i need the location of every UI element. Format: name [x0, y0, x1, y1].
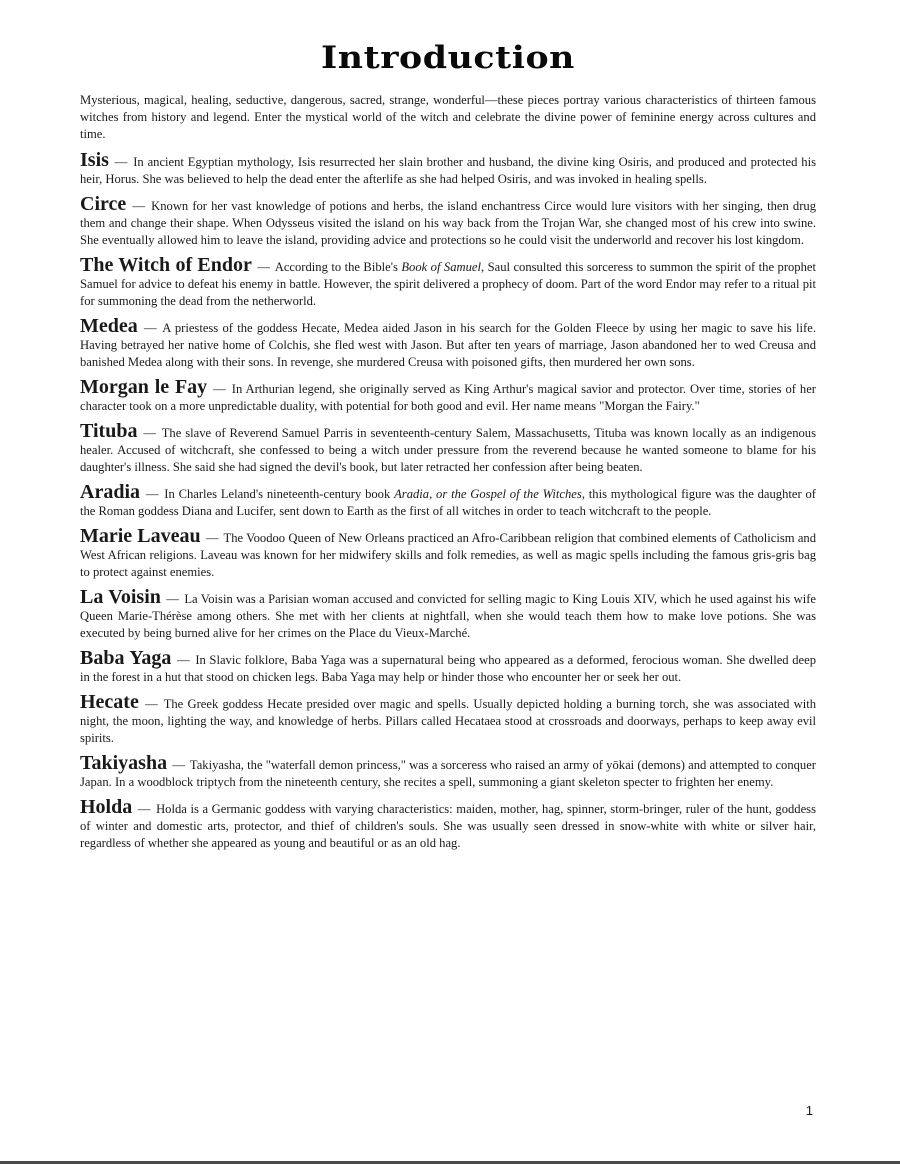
entry-baba-yaga: [80, 647, 816, 686]
entry-name: Takiyasha: [80, 752, 168, 774]
page-title: Introduction: [321, 40, 575, 76]
entry-text: Holda is a Germanic goddess with varying characteristics: maiden, mother, hag, spinner, storm-bringer, ruler of the hunt, goddess of winter and domestic arts, protector, and thief of children's souls. She was usually seen dressed in snow-white with white or silver hair, regardless of whether she appeared as young and beautiful or as an old hag.: [80, 802, 816, 850]
entry-name: Isis: [80, 149, 109, 171]
entry-medea: [80, 315, 816, 371]
entry-name: The Witch of Endor: [80, 254, 252, 276]
entry-text: The Greek goddess Hecate presided over magic and spells. Usually depicted holding a burning torch, she was associated with night, the moon, lighting the way, and knowledge of herbs. Pillars called Hecataea stood at crossroads and doorways, perhaps to keep away evil spirits.: [80, 697, 816, 745]
entry-name: Marie Laveau: [80, 525, 201, 547]
entry-text: The Voodoo Queen of New Orleans practiced an Afro-Caribbean religion that combined elements of Catholicism and West African religions. Laveau was known for her midwifery skills and folk remedies, as well as magic spells including the famous gris-gris bag to protect against enemies.: [80, 531, 817, 579]
entry-holda: [80, 796, 816, 852]
entry-aradia: [80, 481, 816, 520]
entry-name: Morgan le Fay: [80, 376, 208, 398]
entry-marie-laveau: [80, 525, 817, 581]
entry-text: The slave of Reverend Samuel Parris in seventeenth-century Salem, Massachusetts, Tituba was known locally as an indigenous healer. Accused of witchcraft, she confessed to being a witch under pressure from the reverend because he wanted someone to blame for his daughter's illness. She said she had signed the devil's book, but later retracted her confession after being beaten.: [80, 426, 816, 474]
em-dash: —: [132, 199, 145, 213]
em-dash: —: [213, 382, 226, 396]
entry-name: Tituba: [80, 420, 138, 442]
entry-text: La Voisin was a Parisian woman accused and convicted for selling magic to King Louis XIV, which he used against his wife Queen Marie-Thérèse among others. She met with her clients at nightfall, when she would teach them how to make love potions. She was executed by being burned alive for her crimes on the Place du Vieux-Marché.: [80, 592, 816, 640]
em-dash: —: [145, 697, 158, 711]
entry-text-after: , Saul consulted this sorceress to summon the spirit of the prophet Samuel for advice to defeat his enemy in battle. However, the spirit delivered a prophecy of doom. Part of the word Endor may refer to a ritual pit for summoning the dead from the netherworld.: [80, 260, 816, 308]
entry-text: According to the Bible's: [274, 260, 402, 274]
entry-witch-of-endor: [80, 254, 816, 310]
entry-italic-title: Aradia, or the Gospel of the Witches: [394, 487, 582, 501]
entry-text: In Slavic folklore, Baba Yaga was a supernatural being who appeared as a deformed, ferocious woman. She dwelled deep in the forest in a hut that stood on chicken legs. Baba Yaga may help or hinder those who encounter her or seek her out.: [80, 653, 816, 684]
entry-isis: [80, 149, 816, 188]
em-dash: —: [257, 260, 270, 274]
em-dash: —: [143, 426, 156, 440]
entry-name: Holda: [80, 796, 133, 818]
page-number: 1: [805, 1103, 813, 1118]
entry-text: In Charles Leland's nineteenth-century book: [164, 487, 395, 501]
em-dash: —: [166, 592, 179, 606]
entry-name: Hecate: [80, 691, 139, 713]
intro-paragraph: Mysterious, magical, healing, seductive, dangerous, sacred, strange, wonderful—these pieces portray various characteristics of thirteen famous witches from history and legend. Enter the mystical world of the witch and celebrate the divine power of feminine energy across cultures and time.: [80, 93, 816, 141]
entry-name: La Voisin: [80, 586, 161, 608]
entry-name: Aradia: [80, 481, 140, 503]
entry-morgan-le-fay: [80, 376, 816, 415]
entry-text: In ancient Egyptian mythology, Isis resurrected her slain brother and husband, the divine king Osiris, and produced and protected his heir, Horus. She was believed to help the dead enter the afterlife as she had helped Osiris, and was invoked in healing spells.: [80, 155, 816, 186]
entry-takiyasha: [80, 752, 817, 791]
em-dash: —: [145, 487, 159, 501]
entry-text: In Arthurian legend, she originally served as King Arthur's magical savior and protector. Over time, stories of her character took on a more unpredictable duality, with potential for both good and evil. Her name means "Morgan the Fairy.": [80, 382, 816, 413]
entry-name: Circe: [80, 193, 127, 215]
em-dash: —: [114, 155, 128, 169]
entry-text: Known for her vast knowledge of potions and herbs, the island enchantress Circe would lure visitors with her singing, then drug them and change their shape. When Odysseus visited the island on his way back from the Trojan War, she changed most of his crew into swine. She eventually allowed him to leave the island, providing advice and protections so he could visit the underworld and recover his lost kingdom.: [80, 199, 817, 247]
entry-tituba: [80, 420, 816, 476]
em-dash: —: [177, 653, 190, 667]
em-dash: —: [205, 531, 219, 545]
entry-la-voisin: [80, 586, 816, 642]
em-dash: —: [172, 758, 185, 772]
em-dash: —: [144, 321, 157, 335]
entry-name: Medea: [80, 315, 138, 337]
entry-hecate: [80, 691, 816, 747]
entry-circe: [80, 193, 817, 249]
entry-text: Takiyasha, the "waterfall demon princess," was a sorceress who raised an army of yōkai (demons) and attempted to conquer Japan. In a woodblock triptych from the nineteenth century, she recites a spell, summoning a giant skeleton specter to frighten her enemy.: [80, 758, 817, 789]
witch-entries-list: [80, 149, 817, 852]
entry-text: A priestess of the goddess Hecate, Medea aided Jason in his search for the Golden Fleece by using her magic to save his life. Having betrayed her native home of Colchis, she fled west with Jason. But after ten years of marriage, Jason abandoned her to wed Creusa and banished Medea along with their sons. In revenge, she murdered Creusa with poisoned gifts, then murdered her own sons.: [80, 321, 816, 369]
em-dash: —: [137, 802, 151, 816]
entry-italic-title: Book of Samuel: [401, 260, 482, 274]
entry-name: Baba Yaga: [80, 647, 172, 669]
entry-text-after: , this mythological figure was the daughter of the Roman goddess Diana and Lucifer, sent down to Earth as the first of all witches in order to teach witchcraft to the people.: [80, 487, 816, 518]
